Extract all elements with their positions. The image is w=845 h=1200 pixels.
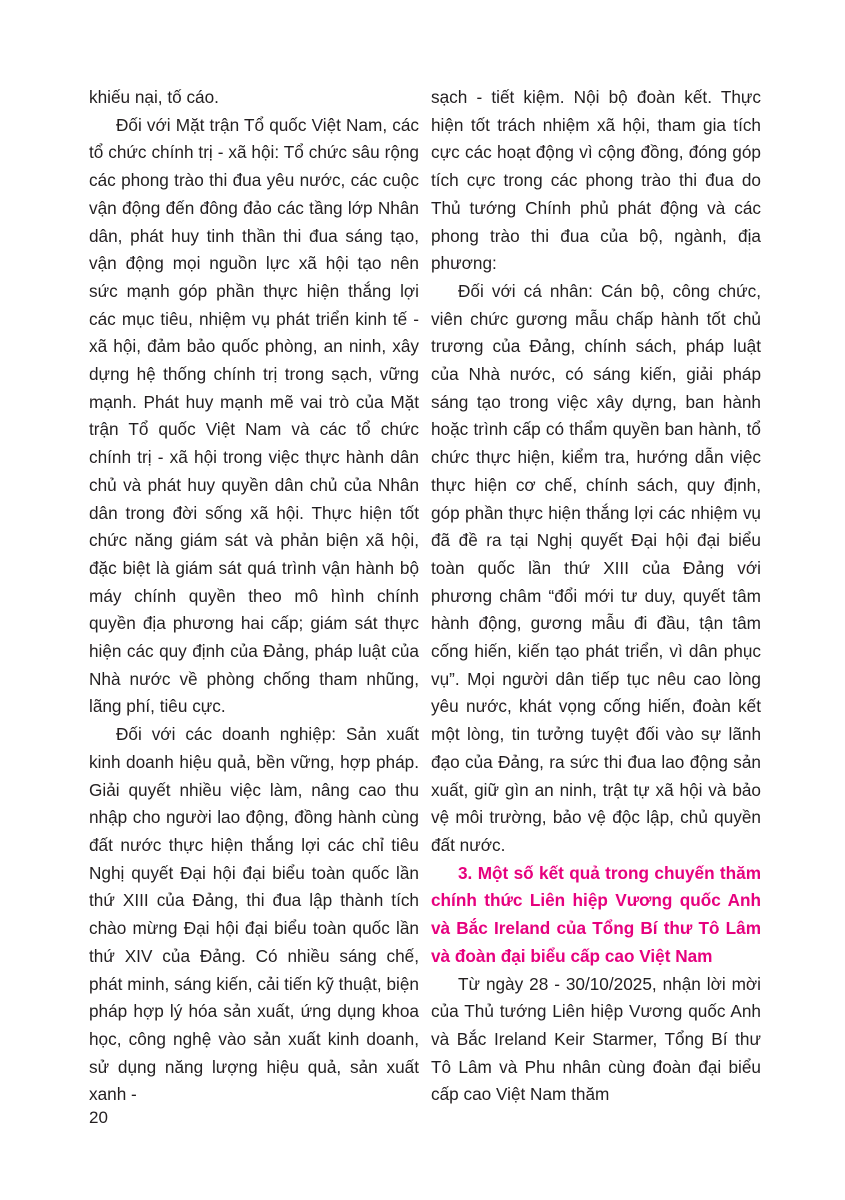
left-column: [89, 84, 419, 1109]
page-number: 20: [89, 1108, 108, 1127]
right-column: [431, 84, 761, 1109]
paragraph-continuation: khiếu nại, tố cáo.: [89, 87, 219, 107]
paragraph-doanh-nghiep: Đối với các doanh nghiệp: Sản xuất kinh doanh hiệu quả, bền vững, hợp pháp. Giải quyết nhiều việc làm, nâng cao thu nhập cho người lao động, đồng hành cùng đất nước thực hiện thắng lợi các chỉ tiêu Nghị quyết Đại hội đại biểu toàn quốc lần thứ XIII của Đảng, thi đua lập thành tích chào mừng Đại hội đại biểu toàn quốc lần thứ XIV của Đảng. Có nhiều sáng chế, phát minh, sáng kiến, cải tiến kỹ thuật, biện pháp hợp lý hóa sản xuất, ứng dụng khoa học, công nghệ vào sản xuất kinh doanh, sử dụng năng lượng hiệu quả, sản xuất xanh -: [89, 724, 419, 1105]
section-heading: 3. Một số kết quả trong chuyến thăm chính thức Liên hiệp Vương quốc Anh và Bắc Ireland của Tổng Bí thư Tô Lâm và đoàn đại biểu cấp cao Việt Nam: [431, 862, 761, 966]
paragraph-ca-nhan: Đối với cá nhân: Cán bộ, công chức, viên chức gương mẫu chấp hành tốt chủ trương của Đảng, chính sách, pháp luật của Nhà nước, có sáng kiến, giải pháp sáng tạo trong việc xây dựng, ban hành hoặc trình cấp có thẩm quyền ban hành, tổ chức thực hiện, kiểm tra, hướng dẫn việc thực hiện cơ chế, chính sách, quy định, góp phần thực hiện thắng lợi các nhiệm vụ đã đề ra tại Nghị quyết Đại hội đại biểu toàn quốc lần thứ XIII của Đảng với phương châm “đổi mới tư duy, quyết tâm hành động, gương mẫu đi đầu, tận tâm cống hiến, kiến tạo phát triển, vì dân phục vụ”. Mọi người dân tiếp tục nêu cao lòng yêu nước, khát vọng cống hiến, đoàn kết một lòng, tin tưởng tuyệt đối vào sự lãnh đạo của Đảng, ra sức thi đua lao động sản xuất, giữ gìn an ninh, trật tự xã hội và bảo vệ môi trường, bảo vệ độc lập, chủ quyền đất nước.: [431, 280, 761, 855]
paragraph-visit: Từ ngày 28 - 30/10/2025, nhận lời mời của Thủ tướng Liên hiệp Vương quốc Anh và Bắc Ireland Keir Starmer, Tổng Bí thư Tô Lâm và Phu nhân cùng đoàn đại biểu cấp cao Việt Nam thăm: [431, 973, 761, 1105]
paragraph-mat-tran: Đối với Mặt trận Tổ quốc Việt Nam, các tổ chức chính trị - xã hội: Tổ chức sâu rộng các phong trào thi đua yêu nước, các cuộc vận động đến đông đảo các tầng lớp Nhân dân, phát huy tinh thần thi đua sáng tạo, vận động mọi nguồn lực xã hội tạo nên sức mạnh góp phần thực hiện thắng lợi các mục tiêu, nhiệm vụ phát triển kinh tế - xã hội, đảm bảo quốc phòng, an ninh, xây dựng hệ thống chính trị trong sạch, vững mạnh. Phát huy mạnh mẽ vai trò của Mặt trận Tổ quốc Việt Nam và các tổ chức chính trị - xã hội trong việc thực hành dân chủ và phát huy quyền dân chủ của Nhân dân trong đời sống xã hội. Thực hiện tốt chức năng giám sát và phản biện xã hội, đặc biệt là giám sát quá trình vận hành bộ máy chính quyền theo mô hình chính quyền địa phương hai cấp; giám sát thực hiện các quy định của Đảng, pháp luật của Nhà nước về phòng chống tham nhũng, lãng phí, tiêu cực.: [89, 114, 419, 717]
paragraph-continuation-right: sạch - tiết kiệm. Nội bộ đoàn kết. Thực hiện tốt trách nhiệm xã hội, tham gia tích cực các hoạt động vì cộng đồng, đóng góp tích cực trong các phong trào thi đua do Thủ tướng Chính phủ phát động và các phong trào thi đua của bộ, ngành, địa phương:: [431, 87, 761, 274]
